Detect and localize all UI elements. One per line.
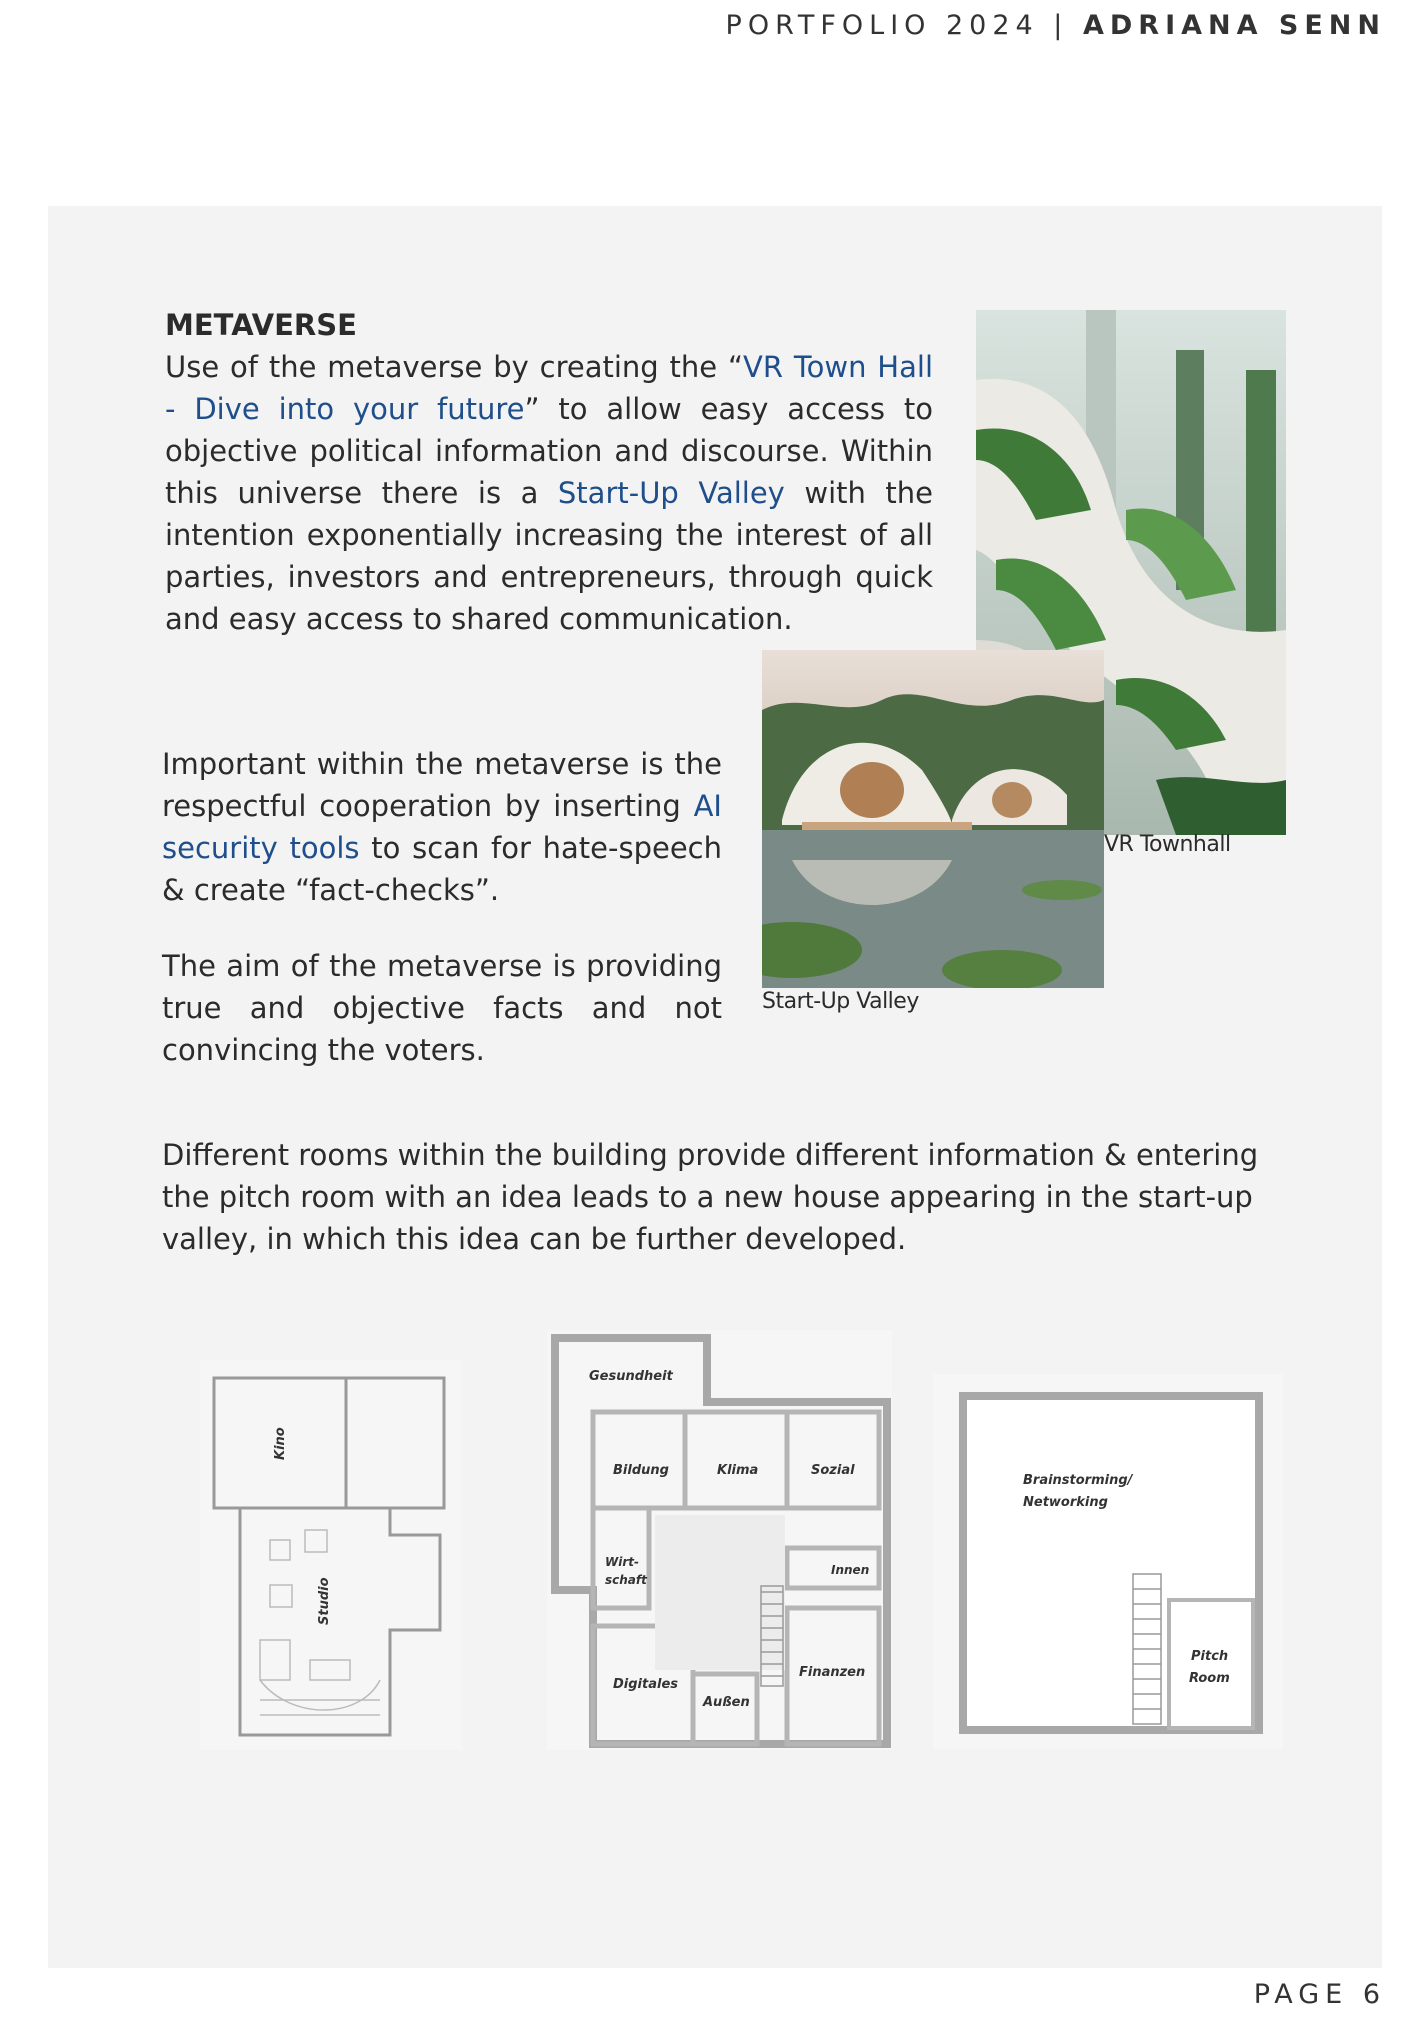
link-start-up-valley[interactable]: Start-Up Valley <box>557 476 785 510</box>
room-label-innen: Innen <box>831 1563 870 1577</box>
link-vr-town-hall[interactable]: VR Town Hall - Dive into your future <box>165 350 933 426</box>
paragraph-aim: The aim of the metaverse is providing true and objective facts and not convincing the voters. <box>162 949 722 1067</box>
room-label-wirtschaft-2: schaft <box>605 1573 647 1587</box>
room-label-finanzen: Finanzen <box>799 1665 866 1680</box>
room-label-wirtschaft-1: Wirt- <box>605 1555 639 1569</box>
room-label-studio: Studio <box>317 1577 332 1625</box>
author-name: ADRIANA SENN <box>1082 10 1386 41</box>
vr-townhall-caption: VR Townhall <box>1104 832 1231 857</box>
room-label-sozial: Sozial <box>811 1463 855 1478</box>
room-label-aussen: Außen <box>703 1695 750 1710</box>
room-label-klima: Klima <box>717 1463 759 1478</box>
text: Use of the metaverse by creating the “ <box>165 350 743 384</box>
room-label-room: Room <box>1189 1671 1230 1686</box>
floor-plan-pitch <box>933 1374 1283 1749</box>
room-label-brainstorming: Brainstorming/ <box>1023 1473 1133 1488</box>
paragraph-ai-security <box>162 743 722 911</box>
paragraph-intro <box>165 346 933 640</box>
floor-plan-kino-studio <box>200 1360 462 1750</box>
text: with the intention exponentially increasing the interest of all parties, investors and entrepreneurs, through quick and easy access to shared communication. <box>165 476 934 636</box>
page-number: PAGE 6 <box>1253 1979 1386 2010</box>
room-label-digitales: Digitales <box>613 1677 679 1692</box>
page-header <box>726 10 1386 41</box>
start-up-valley-image <box>762 650 1104 988</box>
link-ai-security-tools[interactable]: AI security tools <box>162 789 722 865</box>
room-label-gesundheit: Gesundheit <box>589 1369 673 1384</box>
room-label-bildung: Bildung <box>613 1463 669 1478</box>
room-label-pitch: Pitch <box>1191 1649 1229 1664</box>
text: Important within the metaverse is the respectful cooperation by inserting <box>162 747 722 823</box>
room-label-networking: Networking <box>1023 1495 1108 1510</box>
section-title: METAVERSE <box>165 308 357 342</box>
portfolio-label: PORTFOLIO 2024 | <box>725 10 1083 41</box>
start-up-valley-caption: Start-Up Valley <box>762 989 919 1014</box>
text: to scan for hate-speech & create “fact-checks”. <box>162 831 723 907</box>
paragraph-rooms: Different rooms within the building provide different information & entering the pitch room with an idea leads to a new house appearing in the start-up valley, in which this idea can be further developed. <box>162 1138 1259 1256</box>
room-label-kino: Kino <box>273 1427 288 1460</box>
text: ” to allow easy access to objective political information and discourse. Within this universe there is a <box>165 392 933 510</box>
floor-plan-town-hall <box>547 1330 892 1750</box>
